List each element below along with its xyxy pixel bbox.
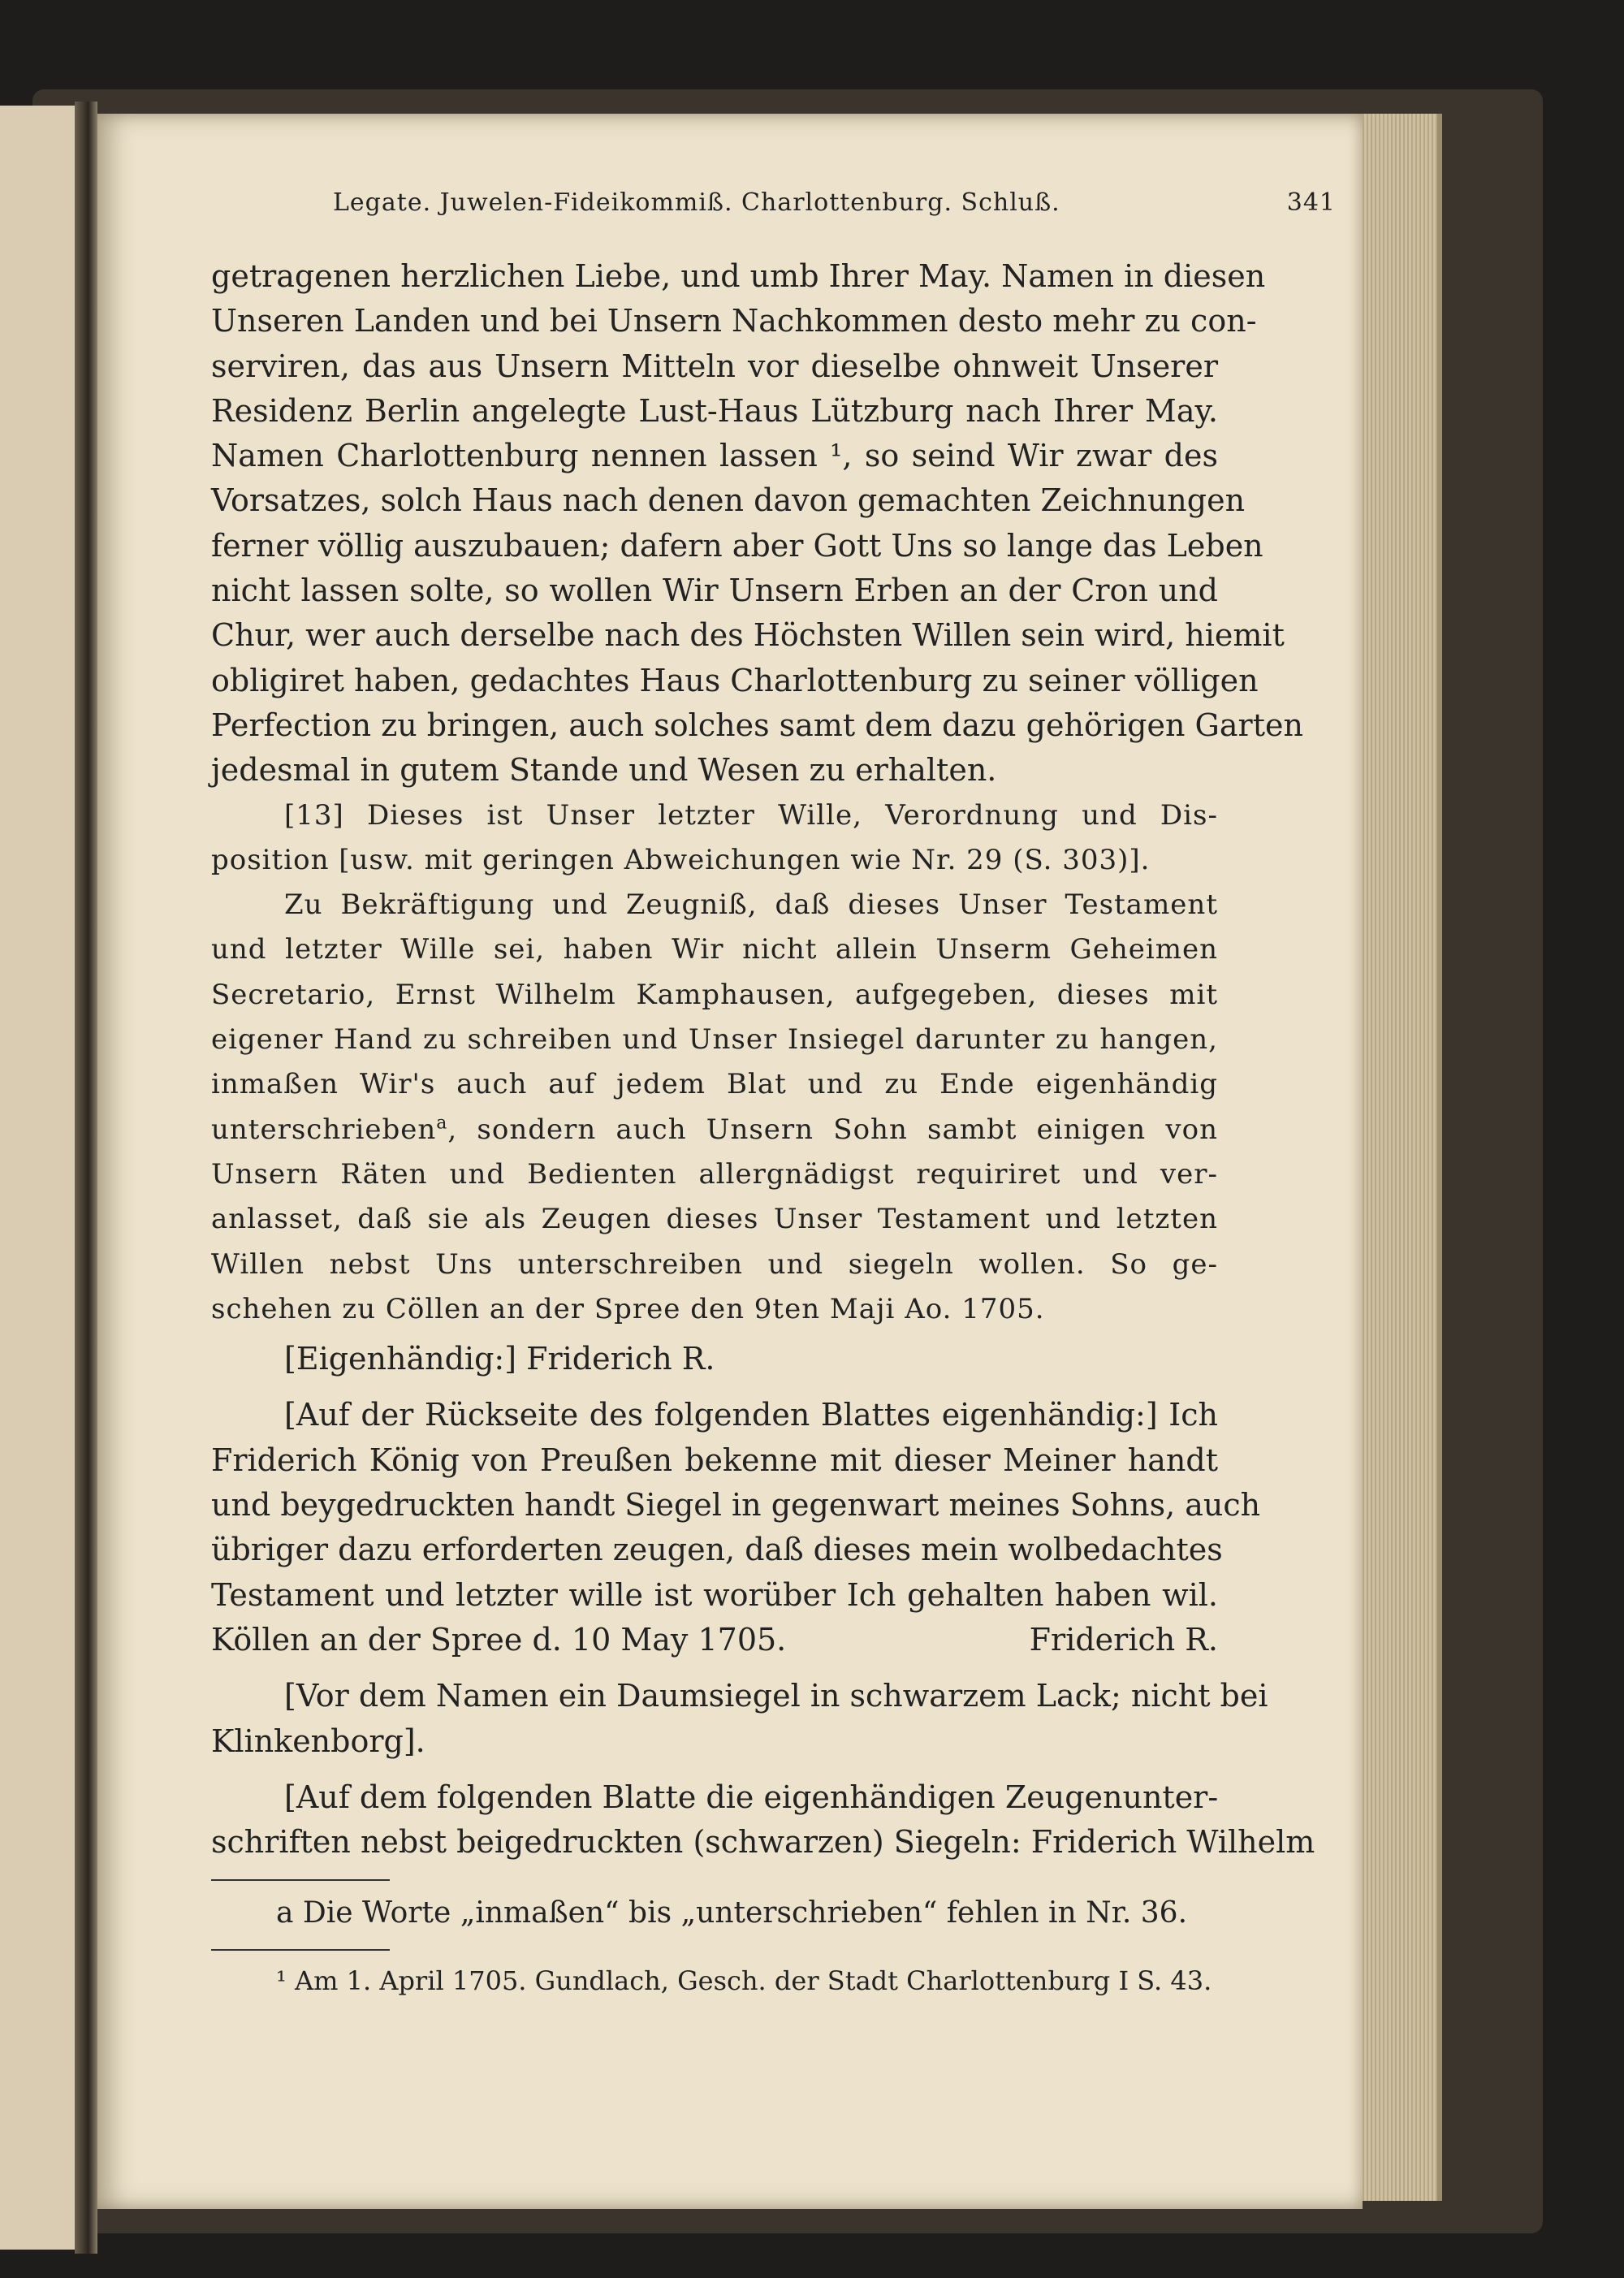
attestation-line: inmaßen Wir's auch auf jedem Blat und zu Ende eigenhändig bbox=[211, 1068, 1218, 1101]
note-rule bbox=[211, 1879, 390, 1881]
text-line: Unseren Landen und bei Unsern Nachkommen desto mehr zu con- bbox=[211, 303, 1257, 339]
text-line: Namen Charlottenburg nennen lassen ¹, so seind Wir zwar des bbox=[211, 438, 1218, 474]
seal-note-line: Klinkenborg]. bbox=[211, 1723, 425, 1759]
note-marker-a: a bbox=[436, 1113, 448, 1134]
seal-note-line: [Vor dem Namen ein Daumsiegel in schwarzem Lack; nicht bei bbox=[284, 1678, 1268, 1714]
attestation-line: Willen nebst Uns unterschreiben und siegeln wollen. So ge- bbox=[211, 1247, 1218, 1281]
attestation-line: Unsern Räten und Bedienten allergnädigst requiriret und ver- bbox=[211, 1157, 1218, 1191]
facing-page-edge bbox=[0, 106, 77, 2250]
attestation-line: Zu Bekräftigung und Zeugniß, daß dieses Unser Testament bbox=[284, 888, 1218, 922]
footnote-rule bbox=[211, 1949, 390, 1951]
attestation-line: schehen zu Cöllen an der Spree den 9ten Maji Ao. 1705. bbox=[211, 1292, 1045, 1325]
reverse-date: Köllen an der Spree d. 10 May 1705. bbox=[211, 1621, 787, 1658]
attestation-line bbox=[211, 1108, 1218, 1152]
book-gutter bbox=[75, 102, 97, 2254]
witness-line: [Auf dem folgenden Blatte die eigenhändigen Zeugenunter- bbox=[284, 1779, 1219, 1815]
paragraph-13-line: [13] Dieses ist Unser letzter Wille, Verordnung und Dis- bbox=[284, 798, 1218, 832]
text-line: getragenen herzlichen Liebe, und umb Ihrer May. Namen in diesen bbox=[211, 258, 1266, 294]
main-text bbox=[211, 254, 1315, 1865]
text-line: ferner völlig auszubauen; dafern aber Gott Uns so lange das Leben bbox=[211, 527, 1263, 564]
attestation-line: und letzter Wille sei, haben Wir nicht allein Unserm Geheimen bbox=[211, 933, 1218, 966]
witness-line: schriften nebst beigedruckten (schwarzen) Siegeln: Friderich Wilhelm bbox=[211, 1824, 1315, 1861]
reverse-line-with-signature bbox=[211, 1618, 1218, 1662]
footnote-1: ¹ Am 1. April 1705. Gundlach, Gesch. der Stadt Charlottenburg I S. 43. bbox=[276, 1965, 1212, 1997]
text-line: Vorsatzes, solch Haus nach denen davon gemachten Zeichnungen bbox=[211, 482, 1246, 519]
page-number: 341 bbox=[1286, 188, 1336, 217]
reverse-line: und beygedruckten handt Siegel in gegenwart meines Sohns, auch bbox=[211, 1487, 1261, 1524]
text-line: nicht lassen solte, so wollen Wir Unsern Erben an der Cron und bbox=[211, 573, 1218, 609]
text-line: Perfection zu bringen, auch solches samt dem dazu gehörigen Garten bbox=[211, 707, 1303, 743]
reverse-signature: Friderich R. bbox=[1029, 1621, 1218, 1658]
paragraph-13-line: position [usw. mit geringen Abweichungen wie Nr. 29 (S. 303)]. bbox=[211, 843, 1151, 876]
attestation-word: unterschrieben bbox=[211, 1113, 437, 1146]
running-head bbox=[333, 188, 1336, 217]
page-text bbox=[211, 188, 1336, 1999]
attestation-rest: , sondern auch Unsern Sohn sambt einigen von bbox=[447, 1113, 1218, 1146]
textual-note-a: a Die Worte „inmaßen“ bis „unterschrieben“ fehlen in Nr. 36. bbox=[276, 1896, 1188, 1930]
attestation-line: anlasset, daß sie als Zeugen dieses Unser Testament und letzten bbox=[211, 1203, 1218, 1236]
attestation-line: eigener Hand zu schreiben und Unser Insiegel darunter zu hangen, bbox=[211, 1023, 1218, 1057]
reverse-line: Testament und letzter wille ist worüber Ich gehalten haben wil. bbox=[211, 1576, 1218, 1613]
text-line: Chur, wer auch derselbe nach des Höchsten Willen sein wird, hiemit bbox=[211, 617, 1285, 654]
text-line: jedesmal in gutem Stande und Wesen zu erhalten. bbox=[211, 752, 997, 789]
reverse-line: übriger dazu erforderten zeugen, daß dieses mein wolbedachtes bbox=[211, 1532, 1223, 1568]
text-line: Residenz Berlin angelegte Lust-Haus Lützburg nach Ihrer May. bbox=[211, 392, 1218, 429]
reverse-line: Friderich König von Preußen bekenne mit dieser Meiner handt bbox=[211, 1442, 1218, 1478]
signature-line: [Eigenhändig:] Friderich R. bbox=[284, 1341, 715, 1377]
text-line: serviren, das aus Unsern Mitteln vor dieselbe ohnweit Unserer bbox=[211, 348, 1218, 384]
attestation-line: Secretario, Ernst Wilhelm Kamphausen, aufgegeben, dieses mit bbox=[211, 978, 1218, 1011]
reverse-line: [Auf der Rückseite des folgenden Blattes eigenhändig:] Ich bbox=[284, 1397, 1218, 1433]
running-title: Legate. Juwelen-Fideikommiß. Charlottenburg. Schluß. bbox=[333, 188, 1060, 217]
text-line: obligiret haben, gedachtes Haus Charlottenburg zu seiner völligen bbox=[211, 662, 1259, 698]
